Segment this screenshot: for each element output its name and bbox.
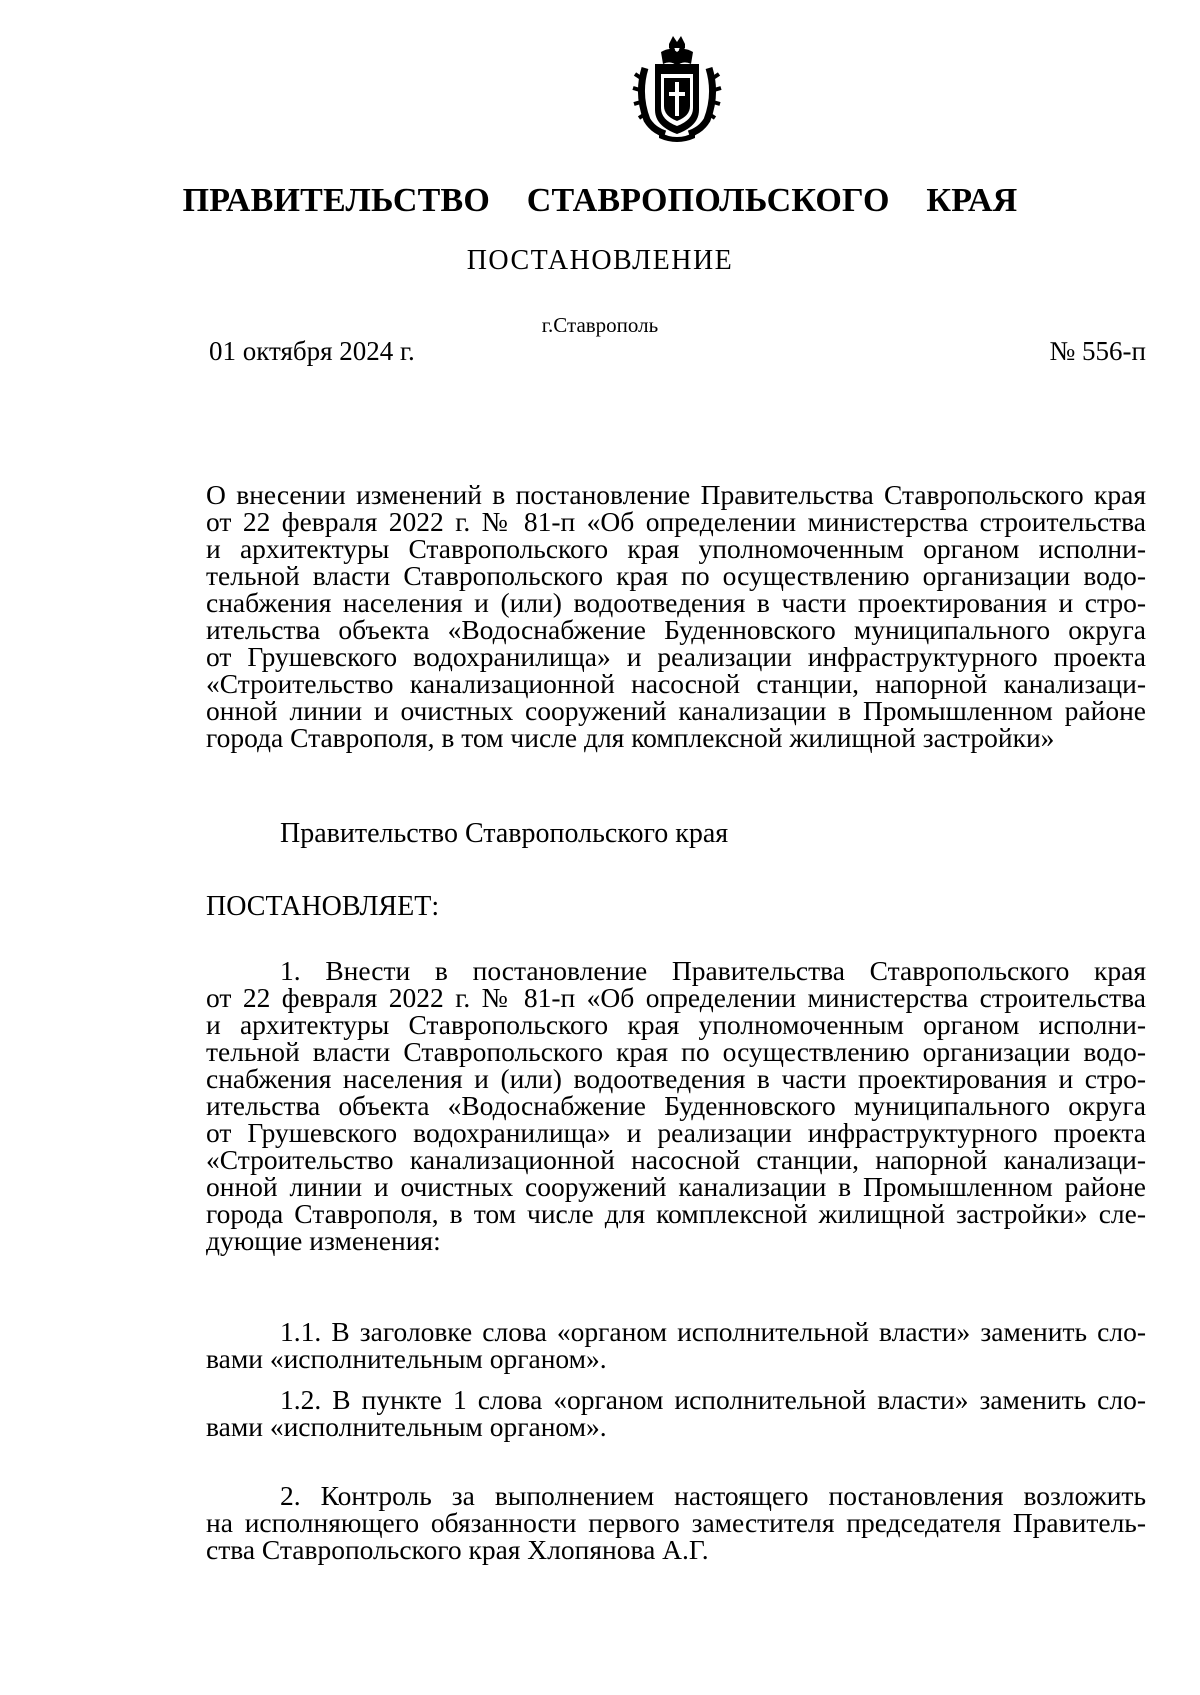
clause-line: города Ставрополя, в том числе для комплексной жилищной застройки» сле- bbox=[206, 1198, 1146, 1229]
clause-line: от 22 февраля 2022 г. № 81-п «Об определении министерства строительства bbox=[206, 982, 1146, 1013]
clause-line: 2. Контроль за выполнением настоящего постановления возложить bbox=[280, 1480, 1146, 1511]
clause-1-1 bbox=[206, 1318, 1146, 1372]
preamble: Правительство Ставропольского края bbox=[280, 818, 729, 849]
heading-line: снабжения населения и (или) водоотведения в части проектирования и стро- bbox=[206, 587, 1146, 618]
clause-line: тельной власти Ставропольского края по осуществлению организации водо- bbox=[206, 1036, 1146, 1067]
heading-line: О внесении изменений в постановление Правительства Ставропольского края bbox=[206, 479, 1146, 510]
clause-line: и архитектуры Ставропольского края уполномоченным органом исполни- bbox=[206, 1009, 1146, 1040]
government-title: ПРАВИТЕЛЬСТВО СТАВРОПОЛЬСКОГО КРАЯ bbox=[182, 182, 1018, 219]
document-number: № 556-п bbox=[1049, 336, 1146, 366]
clause-line: на исполняющего обязанности первого заместителя председателя Правитель- bbox=[206, 1507, 1146, 1538]
coat-of-arms-icon bbox=[631, 34, 723, 142]
clause-1-2 bbox=[206, 1386, 1146, 1440]
clause-line: «Строительство канализационной насосной станции, напорной канализаци- bbox=[206, 1144, 1146, 1175]
decree-word: ПОСТАНОВЛЯЕТ: bbox=[206, 891, 440, 922]
clause-line: вами «исполнительным органом». bbox=[206, 1343, 607, 1374]
document-type: ПОСТАНОВЛЕНИЕ bbox=[466, 245, 734, 276]
heading-line: тельной власти Ставропольского края по осуществлению организации водо- bbox=[206, 560, 1146, 591]
clause-line: от Грушевского водохранилища» и реализации инфраструктурного проекта bbox=[206, 1117, 1146, 1148]
heading-line: «Строительство канализационной насосной станции, напорной канализаци- bbox=[206, 668, 1146, 699]
clause-line: ства Ставропольского края Хлопянова А.Г. bbox=[206, 1534, 709, 1565]
clause-line: ительства объекта «Водоснабжение Буденновского муниципального округа bbox=[206, 1090, 1146, 1121]
heading-line: ительства объекта «Водоснабжение Буденновского муниципального округа bbox=[206, 614, 1146, 645]
clause-line: 1. Внести в постановление Правительства Ставропольского края bbox=[280, 955, 1146, 986]
clause-line: вами «исполнительным органом». bbox=[206, 1411, 607, 1442]
heading-line: онной линии и очистных сооружений канализации в Промышленном районе bbox=[206, 695, 1146, 726]
heading-line: города Ставрополя, в том числе для комплексной жилищной застройки» bbox=[206, 722, 1055, 753]
document-date: 01 октября 2024 г. bbox=[209, 336, 415, 366]
clause-line: 1.1. В заголовке слова «органом исполнительной власти» заменить сло- bbox=[280, 1316, 1146, 1347]
clause-line: онной линии и очистных сооружений канализации в Промышленном районе bbox=[206, 1171, 1146, 1202]
city-name: г.Ставрополь bbox=[541, 313, 659, 337]
document-heading bbox=[206, 481, 1146, 751]
heading-line: и архитектуры Ставропольского края уполномоченным органом исполни- bbox=[206, 533, 1146, 564]
heading-line: от Грушевского водохранилища» и реализации инфраструктурного проекта bbox=[206, 641, 1146, 672]
clause-1 bbox=[206, 957, 1146, 1254]
clause-line: снабжения населения и (или) водоотведения в части проектирования и стро- bbox=[206, 1063, 1146, 1094]
clause-2 bbox=[206, 1482, 1146, 1563]
clause-line: дующие изменения: bbox=[206, 1225, 441, 1256]
clause-line: 1.2. В пункте 1 слова «органом исполнительной власти» заменить сло- bbox=[280, 1384, 1146, 1415]
heading-line: от 22 февраля 2022 г. № 81-п «Об определении министерства строительства bbox=[206, 506, 1146, 537]
